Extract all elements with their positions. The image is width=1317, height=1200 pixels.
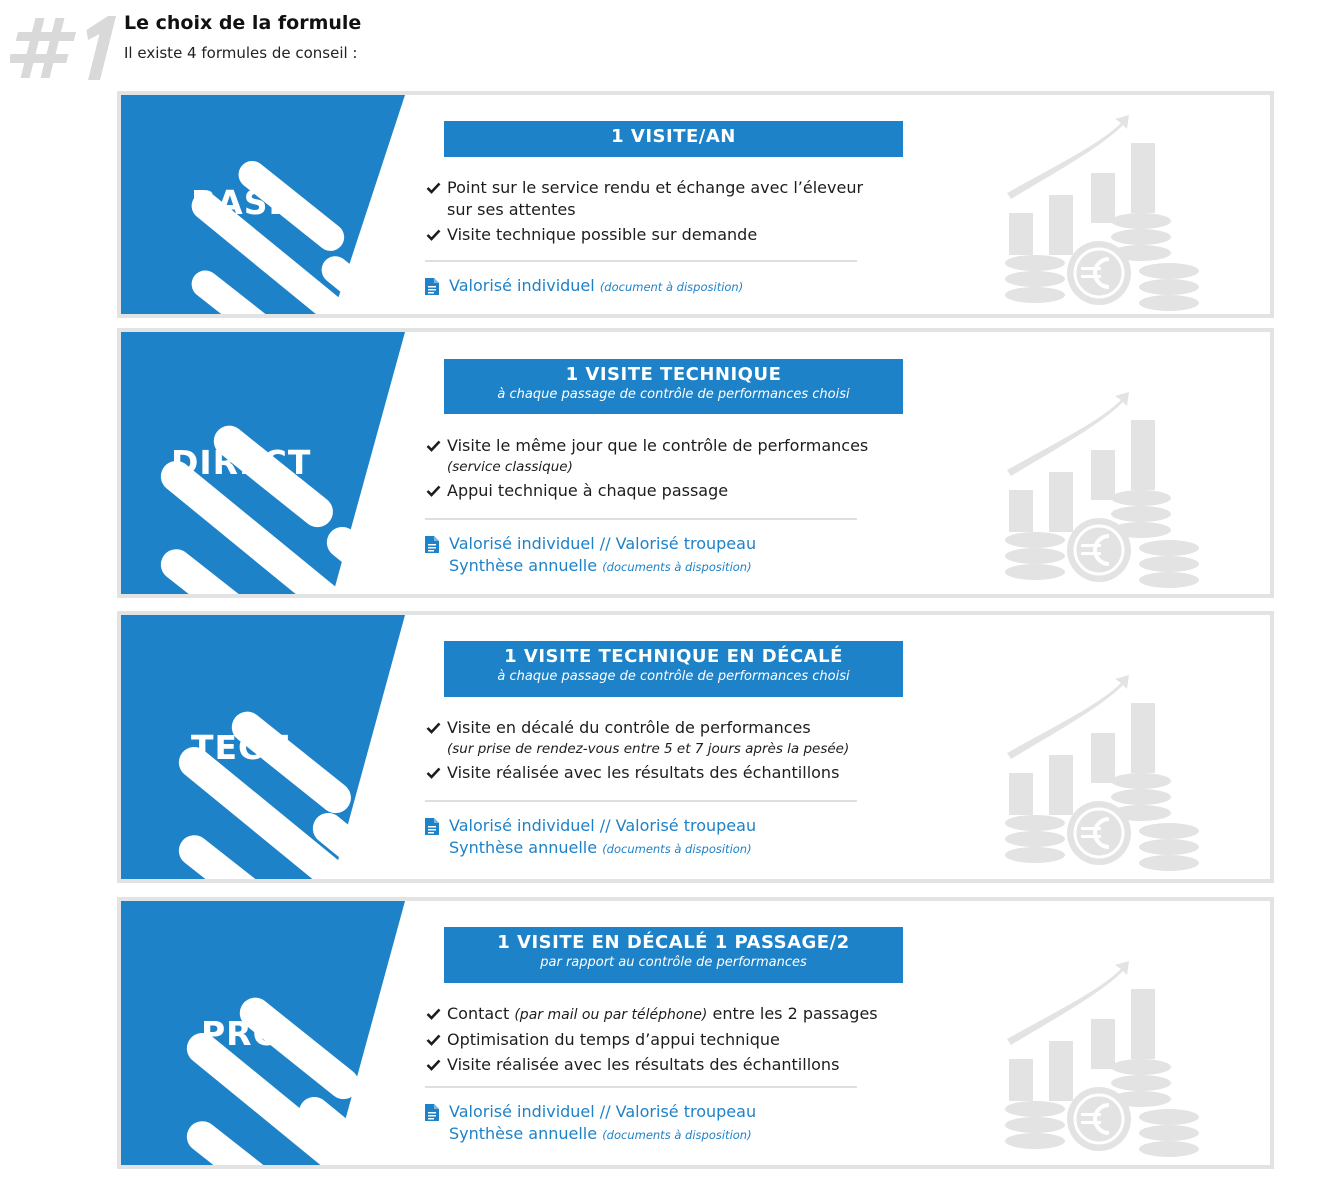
check-icon [426, 722, 441, 734]
plan-card-tech [117, 611, 1274, 883]
banner-title: 1 VISITE EN DÉCALÉ 1 PASSAGE/2 [497, 932, 850, 953]
banner-title: 1 VISITE TECHNIQUE EN DÉCALÉ [504, 646, 843, 667]
banner-subtitle: à chaque passage de contrôle de performances choisi [497, 669, 850, 684]
list-item: Visite technique possible sur demande [424, 224, 863, 246]
document-icon [425, 278, 439, 295]
list-item: Appui technique à chaque passage [424, 480, 868, 502]
coins-chart-icon [1001, 113, 1201, 313]
check-icon [426, 1059, 441, 1071]
list-item: Visite réalisée avec les résultats des échantillons [424, 762, 849, 784]
plan-panel [121, 615, 421, 879]
check-icon [426, 229, 441, 241]
document-icon [425, 1104, 439, 1121]
banner-title: 1 VISITE/AN [611, 126, 736, 147]
banner-subtitle: à chaque passage de contrôle de performances choisi [497, 387, 850, 402]
list-item: Visite réalisée avec les résultats des échantillons [424, 1054, 878, 1076]
banner-subtitle: par rapport au contrôle de performances [540, 955, 807, 970]
valorisation: Valorisé individuel // Valorisé troupeau Synthèse annuelle (documents à disposition) [425, 533, 756, 578]
feature-list [424, 177, 863, 249]
plan-card-base [117, 91, 1274, 318]
valorisation: Valorisé individuel // Valorisé troupeau Synthèse annuelle (documents à disposition) [425, 815, 756, 860]
coins-chart-icon [1001, 959, 1201, 1159]
plan-name: BASE [191, 183, 293, 222]
hash-one-icon [10, 8, 120, 88]
plan-banner [444, 121, 903, 157]
check-icon [426, 440, 441, 452]
list-item: Optimisation du temps d’appui technique [424, 1029, 878, 1051]
list-item: Visite le même jour que le contrôle de performances (service classique) [424, 435, 868, 477]
plan-panel [121, 95, 421, 314]
divider [425, 518, 857, 520]
document-icon [425, 536, 439, 553]
feature-list [424, 717, 849, 787]
plan-banner [444, 359, 903, 414]
plan-name: TECH [191, 728, 292, 767]
plan-name: DIRECT [171, 443, 312, 482]
list-item: Contact (par mail ou par téléphone) entre les 2 passages [424, 1003, 878, 1026]
valorisation: Valorisé individuel (document à disposition) [425, 275, 743, 298]
coins-chart-icon [1001, 673, 1201, 873]
divider [425, 1086, 857, 1088]
plan-banner [444, 927, 903, 983]
plan-card-pro [117, 897, 1274, 1169]
check-icon [426, 182, 441, 194]
check-icon [426, 1008, 441, 1020]
feature-list [424, 1003, 878, 1079]
document-icon [425, 818, 439, 835]
list-item: Point sur le service rendu et échange avec l’éleveur sur ses attentes [424, 177, 863, 221]
page-title: Le choix de la formule [124, 12, 362, 34]
check-icon [426, 1034, 441, 1046]
divider [425, 800, 857, 802]
valorisation: Valorisé individuel // Valorisé troupeau Synthèse annuelle (documents à disposition) [425, 1101, 756, 1146]
list-item: Visite en décalé du contrôle de performances (sur prise de rendez-vous entre 5 et 7 jours après la pesée) [424, 717, 849, 759]
feature-list [424, 435, 868, 505]
check-icon [426, 767, 441, 779]
divider [425, 260, 857, 262]
check-icon [426, 485, 441, 497]
page-subtitle: Il existe 4 formules de conseil : [124, 44, 358, 62]
coins-chart-icon [1001, 390, 1201, 590]
plan-panel [121, 332, 421, 594]
banner-title: 1 VISITE TECHNIQUE [565, 364, 782, 385]
plan-panel [121, 901, 421, 1165]
plan-card-direct [117, 328, 1274, 598]
plan-banner [444, 641, 903, 697]
plan-name: PRO [201, 1014, 282, 1053]
